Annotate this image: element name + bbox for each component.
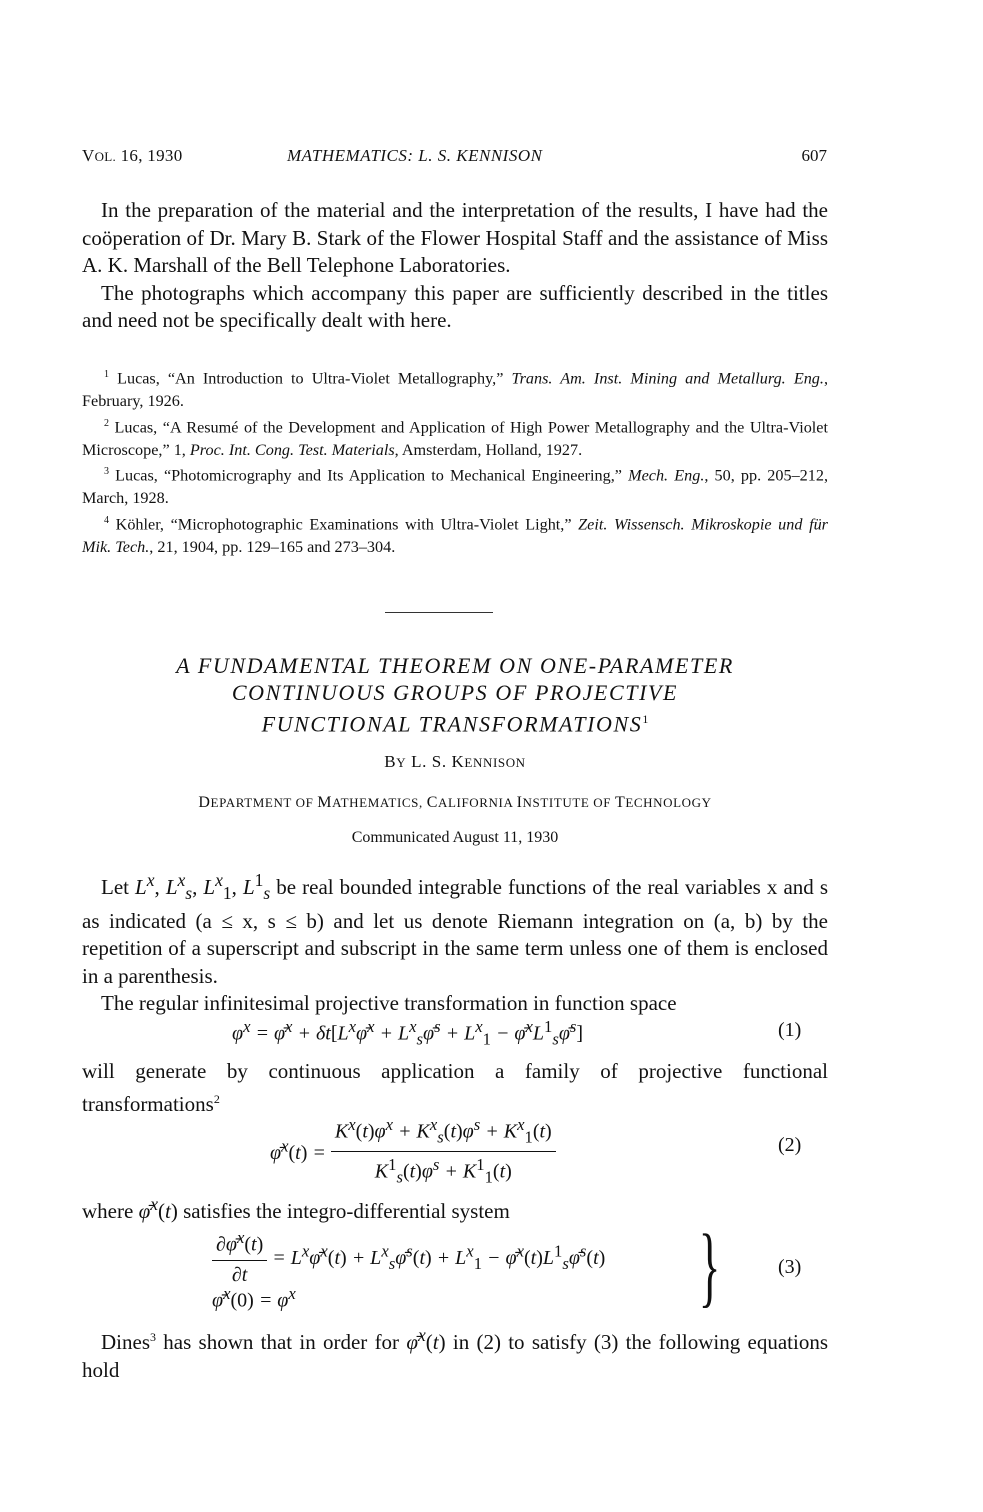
volume-info: VOL. 16, 1930 [82,146,183,165]
body-text [82,867,828,1018]
footnote: $^1$ Lucas, “An Introduction to Ultra-Violet Metallography,” Trans. Am. Inst. Mining and Metallurg. Eng., February, 1926. [82,369,828,410]
title-line: A FUNDAMENTAL THEOREM ON ONE-PARAMETER [176,653,734,678]
equation-number: (3) [778,1256,802,1278]
article-title [82,652,828,737]
title-line: FUNCTIONAL TRANSFORMATIONS$^1$ [261,711,649,737]
footnotes [82,364,828,558]
communicated-date: Communicated August 11, 1930 [351,829,559,846]
equation-2: φ̄$^x$(t) = $\frac{K^x(t)\varphi^x + K^x_s(t)\varphi^s + K^x_1(t)}{K^1_s(t)\varphi^s + K^1_1(t)}$ [270,1115,556,1187]
generate-paragraph: will generate by continuous application a family of projective functional transformations$^2$ [82,1059,828,1116]
title-line: CONTINUOUS GROUPS OF PROJECTIVE [231,680,679,705]
page-number: 607 [801,146,827,165]
dines-paragraph: Dines$^3$ has shown that in order for φ̄$^x$(t) in (2) to satisfy (3) the following equations hold [82,1325,829,1382]
right-brace: } [698,1217,721,1316]
equation-number: (2) [778,1134,802,1156]
photographs-paragraph: The photographs which accompany this paper are sufficiently described in the titles and need not be specifically dealt with here. [82,280,828,332]
section-divider [385,612,493,613]
fraction: $\frac{\partial\varphī^x(t)}{\partial t}$ [212,1228,267,1287]
body-text [82,1322,828,1384]
fraction: $\frac{K^x(t)\varphi^x + K^x_s(t)\varphi^s + K^x_1(t)}{K^1_s(t)\varphi^s + K^1_1(t)}$ [331,1115,556,1187]
where-paragraph: where φ̄$^x$(t) satisfies the integro-differential system [82,1194,510,1223]
footnote: $^4$ Köhler, “Microphotographic Examinations with Ultra-Violet Light,” Zeit. Wissensch. Mikroskopie und für Mik. Tech., 21, 1904, pp. 129–165 and 273–304. [82,514,828,556]
regular-transformation-paragraph: The regular infinitesimal projective transformation in function space [101,991,677,1016]
intro-paragraph: Let $L^x$, $L^x_s$, $L^x_1$, $L^1_s$ be real bounded integrable functions of the real variables x and s as indicated (a ≤ x, s ≤ b) and let us denote Riemann integration on (a, b) by the repetition of a superscript and subscript in the same term unless one of them is enclosed in a parenthesis. [82,870,829,988]
footnote: $^2$ Lucas, “A Resumé of the Development and Application of High Power Metallography and the Ultra-Violet Microscope,” 1, Proc. Int. Cong. Test. Materials, Amsterdam, Holland, 1927. [82,417,828,459]
acknowledgement-paragraph: In the preparation of the material and the interpretation of the results, I have had the coöperation of Dr. Mary B. Stark of the Flower Hospital Staff and the assistance of Miss A. K. Marshall of the Bell Telephone Laboratories. [82,198,828,277]
running-title: MATHEMATICS: L. S. KENNISON [287,146,543,165]
running-header [82,146,827,176]
author-byline: BY L. S. KENNISON [384,752,526,771]
previous-article-text [82,197,828,335]
body-text [82,1058,828,1118]
footnote: $^3$ Lucas, “Photomicrography and Its Application to Mechanical Engineering,” Mech. Eng., 50, pp. 205–212, March, 1928. [82,466,828,508]
equation-1: $\varphi^x$ = φ̄$^x$ + $\delta t[L^x\varphī^x$ + $L^x_s\varphī^s + L^x_1$ − $\varphī^xL^1_s\varphī^s$] [232,1017,584,1049]
equation-number: (1) [778,1019,802,1041]
author-affiliation: DEPARTMENT OF MATHEMATICS, CALIFORNIA INSTITUTE OF TECHNOLOGY [198,794,712,811]
equation-3: $\frac{\partial\varphī^x(t)}{\partial t}$ = $L^x\varphī^x(t)$ + $L^x_s\varphī^s(t) + L^x_1$ − $\varphī^x(t)L^1_s\varphī^s(t)$ φ̄$^x$(0) = $\varphi^x$ [212,1228,606,1312]
